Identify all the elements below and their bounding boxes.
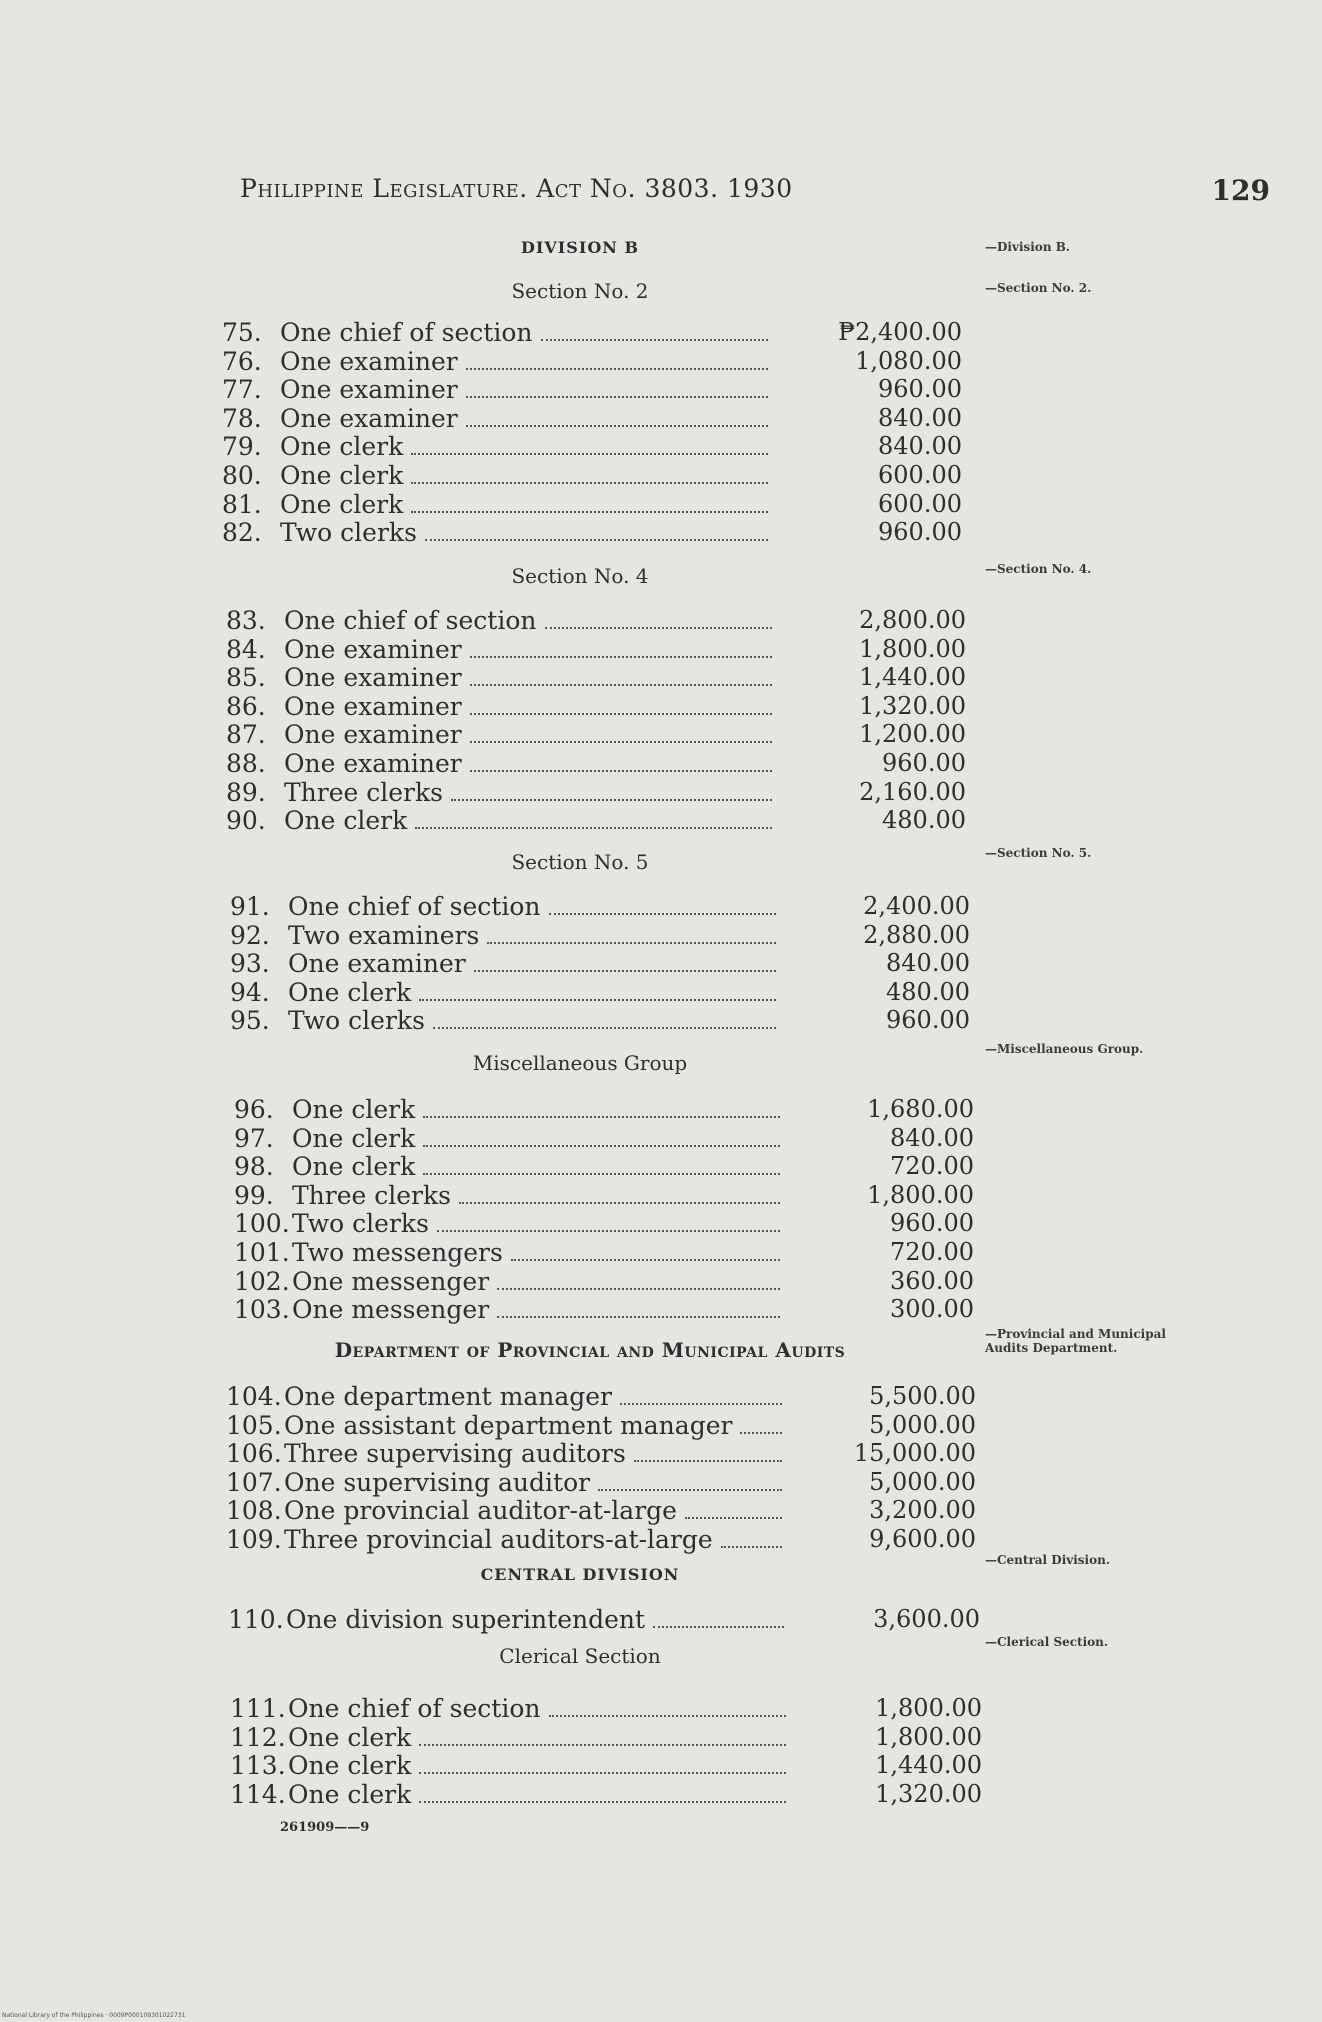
dot-leader (466, 368, 768, 370)
line-item (222, 375, 962, 404)
line-item (234, 1152, 974, 1181)
line-item (226, 606, 966, 635)
dot-leader (451, 799, 772, 801)
item-description (292, 1124, 784, 1154)
item-number: 82. (222, 518, 262, 548)
item-amount: 1,440.00 (875, 1751, 982, 1780)
item-description (292, 1181, 784, 1211)
line-item (230, 978, 970, 1007)
item-description (288, 1723, 790, 1753)
section-marginal-note: —Clerical Section. (985, 1635, 1109, 1649)
dot-leader (549, 1715, 786, 1717)
item-description (288, 892, 780, 922)
item-description-text: Two examiners (288, 920, 480, 950)
item-amount: 5,500.00 (869, 1382, 976, 1410)
item-description (288, 1006, 780, 1036)
line-item (222, 347, 962, 376)
item-number: 84. (226, 634, 266, 664)
item-description (286, 1605, 788, 1635)
dot-leader (419, 1772, 786, 1774)
item-description (284, 606, 776, 636)
dot-leader (419, 1801, 786, 1803)
dot-leader (721, 1546, 782, 1548)
item-description (280, 404, 772, 434)
line-item (222, 318, 962, 347)
item-number: 89. (226, 777, 266, 807)
dot-leader (740, 1432, 782, 1434)
item-description (280, 347, 772, 377)
item-description (292, 1295, 784, 1325)
item-description-text: One examiner (280, 346, 458, 376)
item-amount: 1,680.00 (867, 1095, 974, 1123)
line-item (234, 1181, 974, 1210)
item-number: 108. (226, 1496, 282, 1526)
item-amount: 1,440.00 (859, 663, 966, 692)
item-number: 90. (226, 806, 266, 836)
dot-leader (433, 1027, 776, 1029)
item-amount: 5,000.00 (869, 1467, 976, 1496)
item-number: 114. (230, 1779, 286, 1809)
dot-leader (653, 1626, 784, 1628)
item-description (284, 749, 776, 779)
item-description-text: One messenger (292, 1295, 490, 1325)
line-item (234, 1209, 974, 1238)
item-description-text: One examiner (284, 634, 462, 664)
item-amount: 1,320.00 (859, 691, 966, 720)
item-number: 87. (226, 720, 266, 750)
item-amount: 480.00 (882, 806, 966, 835)
item-description-text: One department manager (284, 1382, 613, 1411)
item-amount: 600.00 (878, 461, 962, 489)
section-marginal-note: —Central Division. (985, 1553, 1111, 1567)
item-description (292, 1238, 784, 1268)
item-description (292, 1209, 784, 1239)
item-description (288, 921, 780, 951)
item-description (284, 778, 776, 808)
item-description-text: One examiner (284, 663, 462, 693)
line-item (226, 1468, 976, 1497)
section-marginal-note: —Section No. 2. (985, 281, 1092, 295)
line-item (234, 1295, 974, 1324)
item-amount: 960.00 (878, 375, 962, 404)
line-item (226, 1382, 976, 1411)
dot-leader (466, 396, 768, 398)
section-heading: Section No. 2 (511, 279, 649, 303)
item-description-text: One clerk (288, 1722, 412, 1752)
print-code: 261909——9 (280, 1820, 370, 1835)
item-amount: 1,080.00 (855, 346, 962, 375)
line-item (226, 806, 966, 835)
dot-leader (541, 339, 768, 341)
item-description (284, 1411, 786, 1441)
item-number: 97. (234, 1123, 274, 1153)
item-number: 100. (234, 1209, 290, 1239)
item-description (292, 1095, 784, 1125)
item-description-text: One examiner (284, 720, 462, 750)
dot-leader (685, 1517, 782, 1519)
item-description-text: One provincial auditor-at-large (284, 1496, 677, 1526)
item-description-text: Three supervising auditors (284, 1439, 626, 1469)
dot-leader (634, 1460, 782, 1462)
item-number: 83. (226, 606, 266, 635)
dot-leader (598, 1489, 782, 1491)
item-description (280, 518, 772, 548)
division-heading: DIVISION B (521, 238, 639, 257)
item-number: 96. (234, 1095, 274, 1124)
item-number: 85. (226, 663, 266, 693)
item-description-text: Three clerks (292, 1180, 451, 1210)
item-amount: 300.00 (890, 1295, 974, 1324)
section-marginal-note: —Section No. 5. (985, 846, 1092, 860)
item-number: 105. (226, 1410, 282, 1440)
dot-leader (423, 1173, 780, 1175)
item-description-text: Two messengers (292, 1238, 503, 1267)
item-amount: 600.00 (878, 489, 962, 518)
item-number: 92. (230, 920, 270, 950)
section-heading: CENTRAL DIVISION (480, 1565, 680, 1584)
section-marginal-note: —Section No. 4. (985, 562, 1092, 576)
item-number: 102. (234, 1266, 290, 1296)
item-description (284, 663, 776, 693)
item-description (280, 375, 772, 405)
item-description-text: One examiner (288, 949, 466, 979)
item-description (292, 1152, 784, 1182)
dot-leader (545, 627, 772, 629)
item-description-text: One clerk (284, 806, 408, 836)
line-item (226, 663, 966, 692)
item-number: 80. (222, 461, 262, 490)
item-description (284, 1382, 786, 1412)
dot-leader (411, 482, 768, 484)
item-description (284, 720, 776, 750)
item-number: 91. (230, 892, 270, 921)
section-marginal-note: —Miscellaneous Group. (985, 1042, 1144, 1056)
item-number: 111. (230, 1694, 286, 1723)
line-item (222, 518, 962, 547)
dot-leader (511, 1259, 780, 1261)
item-description-text: One chief of section (288, 892, 541, 921)
item-description-text: One clerk (280, 461, 404, 490)
item-amount: 1,800.00 (875, 1694, 982, 1722)
item-description (288, 978, 780, 1008)
item-description-text: One clerk (292, 1095, 416, 1124)
item-description-text: Two clerks (292, 1209, 429, 1239)
dot-leader (411, 511, 768, 513)
item-description-text: One chief of section (288, 1694, 541, 1723)
item-number: 107. (226, 1467, 282, 1497)
item-number: 109. (226, 1525, 282, 1554)
dot-leader (470, 713, 772, 715)
item-description-text: One messenger (292, 1266, 490, 1296)
line-item (222, 461, 962, 490)
line-item (234, 1267, 974, 1296)
item-amount: 720.00 (890, 1152, 974, 1181)
line-item (230, 921, 970, 950)
line-item (230, 949, 970, 978)
item-amount: 9,600.00 (869, 1525, 976, 1553)
item-description-text: One examiner (284, 691, 462, 721)
item-description-text: One assistant department manager (284, 1410, 733, 1440)
item-amount: 3,600.00 (873, 1605, 980, 1633)
item-description (280, 432, 772, 462)
item-description-text: One clerk (292, 1152, 416, 1182)
dot-leader (423, 1116, 780, 1118)
line-item (226, 635, 966, 664)
item-description-text: One clerk (292, 1123, 416, 1153)
line-item (234, 1095, 974, 1124)
dot-leader (459, 1202, 780, 1204)
line-item (226, 778, 966, 807)
item-amount: 1,200.00 (859, 720, 966, 749)
line-item (228, 1605, 980, 1634)
line-item (230, 1751, 982, 1780)
dot-leader (437, 1230, 780, 1232)
item-description-text: Two clerks (288, 1006, 425, 1036)
item-number: 110. (228, 1605, 284, 1634)
item-description (284, 806, 776, 836)
line-item (222, 404, 962, 433)
item-description-text: One examiner (280, 375, 458, 405)
dot-leader (474, 970, 776, 972)
item-number: 95. (230, 1006, 270, 1036)
item-description-text: One clerk (288, 1779, 412, 1809)
item-number: 106. (226, 1439, 282, 1469)
line-item (230, 1723, 982, 1752)
dot-leader (470, 741, 772, 743)
section-heading: Section No. 4 (511, 564, 649, 588)
item-amount: 1,800.00 (859, 634, 966, 663)
item-number: 112. (230, 1722, 286, 1752)
item-amount: 960.00 (878, 518, 962, 547)
item-description (292, 1267, 784, 1297)
item-number: 81. (222, 489, 262, 519)
line-item (234, 1124, 974, 1153)
item-number: 88. (226, 749, 266, 778)
item-number: 79. (222, 432, 262, 462)
dot-leader (425, 539, 768, 541)
dot-leader (415, 827, 772, 829)
item-description (284, 1439, 786, 1469)
item-amount: 5,000.00 (869, 1410, 976, 1439)
line-item (226, 749, 966, 778)
item-amount: 2,880.00 (863, 920, 970, 949)
item-number: 78. (222, 403, 262, 433)
item-number: 86. (226, 691, 266, 721)
item-amount: 360.00 (890, 1266, 974, 1295)
dot-leader (620, 1403, 782, 1405)
item-amount: 720.00 (890, 1238, 974, 1266)
item-number: 104. (226, 1382, 282, 1411)
division-marginal-note: —Division B. (985, 240, 1071, 254)
item-description-text: One examiner (284, 749, 462, 778)
item-number: 77. (222, 375, 262, 405)
dot-leader (419, 999, 776, 1001)
item-amount: 960.00 (886, 1006, 970, 1035)
item-description (284, 1525, 786, 1555)
item-number: 113. (230, 1751, 286, 1781)
page-number: 129 (1211, 174, 1270, 207)
item-description-text: One chief of section (284, 606, 537, 635)
item-description (288, 949, 780, 979)
item-amount: 3,200.00 (869, 1496, 976, 1525)
item-description (280, 461, 772, 491)
item-amount: ₱2,400.00 (838, 318, 962, 346)
item-number: 101. (234, 1238, 290, 1267)
section-marginal-note: —Provincial and Municipal Audits Department. (985, 1327, 1166, 1355)
item-number: 99. (234, 1180, 274, 1210)
item-amount: 2,800.00 (859, 606, 966, 634)
item-description (280, 318, 772, 348)
running-title: Philippine Legislature. Act No. 3803. 1930 (240, 174, 793, 203)
line-item (226, 720, 966, 749)
item-amount: 840.00 (886, 949, 970, 978)
item-number: 93. (230, 949, 270, 979)
item-amount: 15,000.00 (853, 1439, 976, 1468)
dot-leader (470, 656, 772, 658)
dot-leader (411, 453, 768, 455)
item-amount: 840.00 (878, 432, 962, 461)
item-amount: 840.00 (878, 403, 962, 432)
dot-leader (497, 1288, 780, 1290)
line-item (222, 432, 962, 461)
dot-leader (497, 1316, 780, 1318)
section-heading: Clerical Section (499, 1644, 661, 1668)
line-item (234, 1238, 974, 1267)
line-item (226, 1525, 976, 1554)
item-description (284, 635, 776, 665)
dot-leader (470, 770, 772, 772)
dot-leader (549, 913, 776, 915)
item-description (284, 1468, 786, 1498)
item-amount: 960.00 (890, 1209, 974, 1238)
item-description (280, 490, 772, 520)
item-description (288, 1780, 790, 1810)
item-description-text: Two clerks (280, 518, 417, 548)
line-item (230, 892, 970, 921)
item-number: 75. (222, 318, 262, 347)
item-amount: 840.00 (890, 1123, 974, 1152)
line-item (230, 1694, 982, 1723)
item-description-text: One chief of section (280, 318, 533, 347)
dot-leader (419, 1744, 786, 1746)
item-amount: 1,800.00 (875, 1722, 982, 1751)
line-item (230, 1006, 970, 1035)
line-item (222, 490, 962, 519)
section-heading: Department of Provincial and Municipal Audits (334, 1338, 846, 1362)
page-header (240, 174, 1270, 214)
item-number: 76. (222, 346, 262, 376)
line-item (226, 1439, 976, 1468)
item-description-text: One clerk (288, 1751, 412, 1781)
item-amount: 1,800.00 (867, 1180, 974, 1209)
item-number: 103. (234, 1295, 290, 1325)
dot-leader (470, 684, 772, 686)
item-amount: 480.00 (886, 977, 970, 1006)
line-item (226, 692, 966, 721)
item-description-text: Three clerks (284, 777, 443, 807)
scan-caption: National Library of the Philippines · 0009P000109301022731 (2, 2012, 186, 2019)
dot-leader (423, 1145, 780, 1147)
item-number: 98. (234, 1152, 274, 1182)
dot-leader (466, 425, 768, 427)
line-item (226, 1411, 976, 1440)
item-description-text: One examiner (280, 403, 458, 433)
line-item (226, 1496, 976, 1525)
item-description-text: One division superintendent (286, 1605, 646, 1634)
item-description-text: Three provincial auditors-at-large (284, 1525, 713, 1554)
dot-leader (487, 942, 776, 944)
item-amount: 2,160.00 (859, 777, 966, 806)
item-number: 94. (230, 977, 270, 1007)
item-description (284, 692, 776, 722)
item-description-text: One supervising auditor (284, 1467, 591, 1497)
item-description-text: One clerk (280, 489, 404, 519)
section-heading: Miscellaneous Group (472, 1051, 688, 1075)
item-amount: 960.00 (882, 749, 966, 777)
item-amount: 1,320.00 (875, 1779, 982, 1808)
item-amount: 2,400.00 (863, 892, 970, 920)
item-description (288, 1751, 790, 1781)
item-description (288, 1694, 790, 1724)
section-heading: Section No. 5 (511, 850, 649, 874)
item-description-text: One clerk (280, 432, 404, 462)
line-item (230, 1780, 982, 1809)
item-description (284, 1496, 786, 1526)
item-description-text: One clerk (288, 977, 412, 1007)
